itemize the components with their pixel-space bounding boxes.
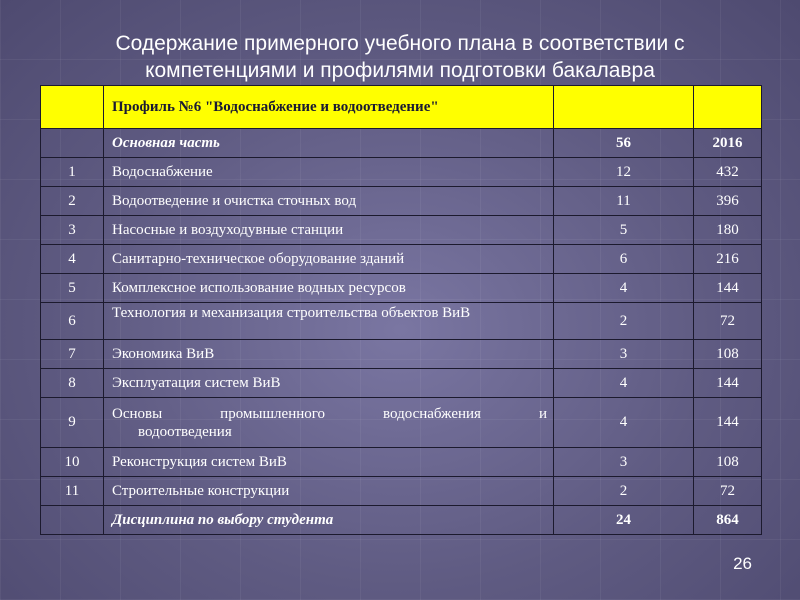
row-credits: 56 — [554, 129, 694, 158]
table-row — [41, 245, 762, 274]
row-name: Эксплуатация систем ВиВ — [104, 369, 554, 398]
table-header-row — [41, 86, 762, 129]
table-row — [41, 303, 762, 340]
row-hours: 864 — [694, 506, 762, 535]
row-num: 6 — [41, 303, 104, 340]
header-hours-cell — [694, 86, 762, 129]
row-hours: 2016 — [694, 129, 762, 158]
slide-title-line-1: Содержание примерного учебного плана в соответствии с — [115, 32, 685, 55]
header-num-cell — [41, 86, 104, 129]
row-num: 10 — [41, 448, 104, 477]
row-credits: 3 — [554, 340, 694, 369]
row-name: Санитарно-техническое оборудование зданий — [104, 245, 554, 274]
row-num — [41, 506, 104, 535]
table-row — [41, 274, 762, 303]
table-row — [41, 398, 762, 448]
row-hours: 144 — [694, 398, 762, 448]
row-credits: 4 — [554, 274, 694, 303]
row-num: 3 — [41, 216, 104, 245]
row-num — [41, 129, 104, 158]
curriculum-table — [40, 85, 762, 535]
row-num: 9 — [41, 398, 104, 448]
row-name: Экономика ВиВ — [104, 340, 554, 369]
row-name: Строительные конструкции — [104, 477, 554, 506]
row-name — [104, 398, 554, 448]
slide-number: 26 — [733, 554, 752, 573]
row-name: Дисциплина по выбору студента — [104, 506, 554, 535]
row-credits: 6 — [554, 245, 694, 274]
table-row — [41, 340, 762, 369]
table-row — [41, 216, 762, 245]
row-credits: 2 — [554, 303, 694, 340]
row-credits: 4 — [554, 369, 694, 398]
row-num: 4 — [41, 245, 104, 274]
slide-title — [0, 30, 800, 84]
row-num: 7 — [41, 340, 104, 369]
table-row — [41, 477, 762, 506]
table-row — [41, 369, 762, 398]
row-num: 1 — [41, 158, 104, 187]
row-num: 8 — [41, 369, 104, 398]
row-credits: 3 — [554, 448, 694, 477]
row-credits: 2 — [554, 477, 694, 506]
row-credits: 4 — [554, 398, 694, 448]
row-name: Основная часть — [104, 129, 554, 158]
row-num: 5 — [41, 274, 104, 303]
row-hours: 216 — [694, 245, 762, 274]
row-hours: 72 — [694, 477, 762, 506]
row-credits: 5 — [554, 216, 694, 245]
row-credits: 24 — [554, 506, 694, 535]
table-row — [41, 158, 762, 187]
header-credits-cell — [554, 86, 694, 129]
row-hours: 180 — [694, 216, 762, 245]
row-hours: 108 — [694, 448, 762, 477]
row-name: Насосные и воздуходувные станции — [104, 216, 554, 245]
row-hours: 144 — [694, 369, 762, 398]
slide-title-line-2: компетенциями и профилями подготовки бакалавра — [145, 59, 655, 82]
row-credits: 11 — [554, 187, 694, 216]
row-hours: 432 — [694, 158, 762, 187]
row-hours: 72 — [694, 303, 762, 340]
row-name-line-1: Основы промышленного водоснабжения и — [112, 405, 547, 422]
table-row — [41, 187, 762, 216]
row-credits: 12 — [554, 158, 694, 187]
row-name: Комплексное использование водных ресурсов — [104, 274, 554, 303]
row-hours: 144 — [694, 274, 762, 303]
row-name-line-2: водоотведения — [138, 423, 232, 440]
table-row — [41, 448, 762, 477]
row-name: Реконструкция систем ВиВ — [104, 448, 554, 477]
row-num: 2 — [41, 187, 104, 216]
table-row-elective — [41, 506, 762, 535]
row-name: Технология и механизация строительства объектов ВиВ — [104, 303, 554, 340]
row-num: 11 — [41, 477, 104, 506]
row-hours: 396 — [694, 187, 762, 216]
row-name: Водоотведение и очистка сточных вод — [104, 187, 554, 216]
table-row-main-part — [41, 129, 762, 158]
row-hours: 108 — [694, 340, 762, 369]
row-name: Водоснабжение — [104, 158, 554, 187]
header-profile-cell: Профиль №6 "Водоснабжение и водоотведение" — [104, 86, 554, 129]
